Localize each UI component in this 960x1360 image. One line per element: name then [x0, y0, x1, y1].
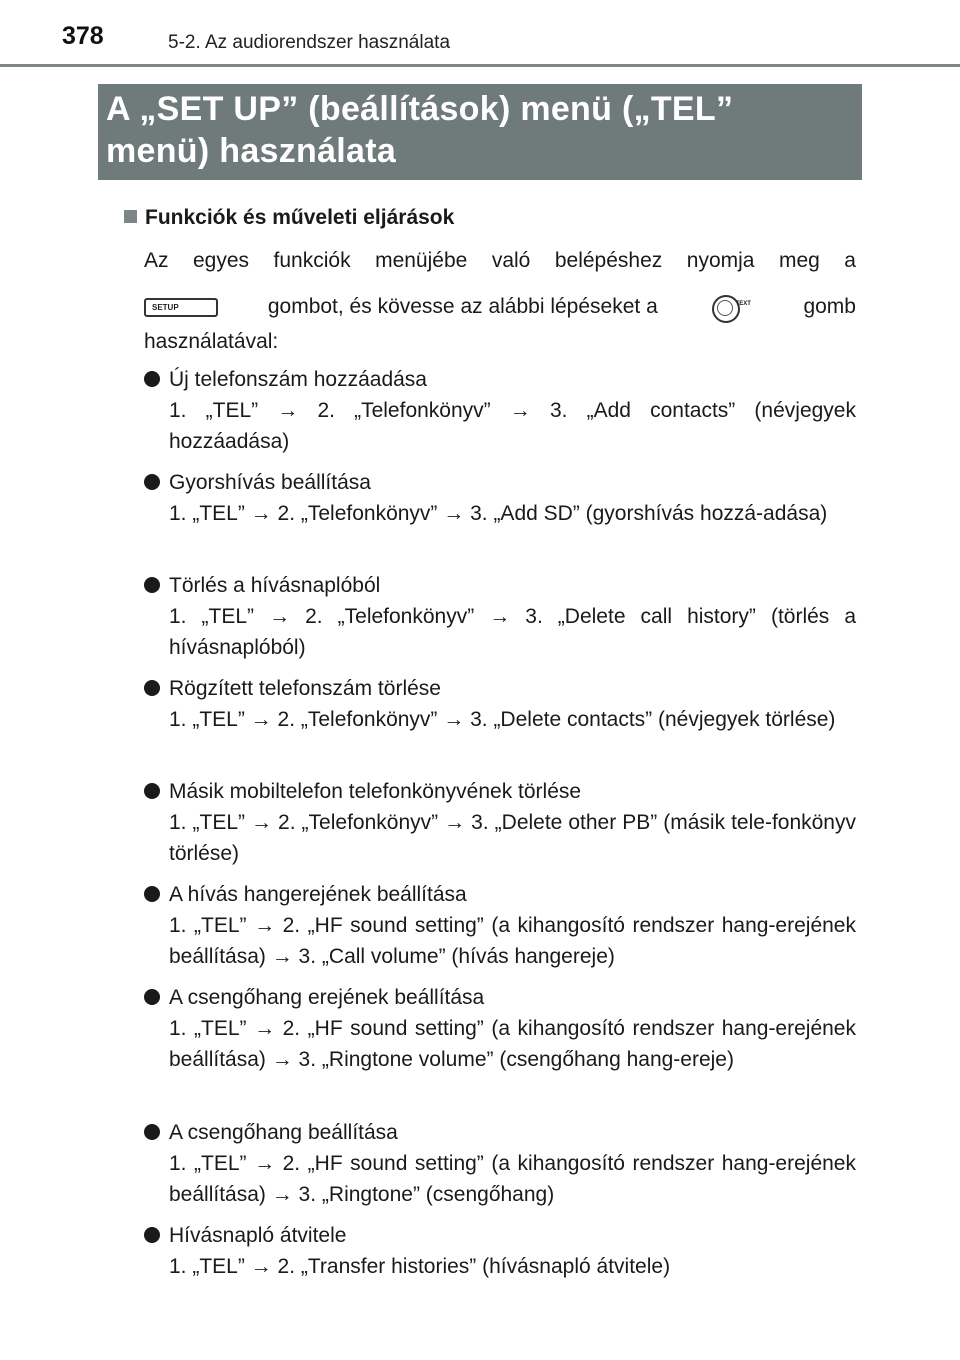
section-title-box	[98, 84, 862, 180]
intro-line-2-text: gombot, és kövesse az alábbi lépéseket a	[267, 295, 658, 318]
list-item	[144, 570, 856, 663]
list-item-title: Hívásnapló átvitele	[144, 1220, 856, 1251]
list-item-steps: 1. „TEL” → 2. „Telefonkönyv” → 3. „Add SD” (gyorshívás hozzá-adása)	[169, 502, 828, 525]
list-item-title: Gyorshívás beállítása	[144, 467, 856, 498]
list-item	[144, 879, 856, 972]
header-divider	[0, 64, 960, 67]
list-item-title: A hívás hangerejének beállítása	[144, 879, 856, 910]
list-item	[144, 982, 856, 1075]
intro-line-3: használatával:	[144, 330, 279, 353]
list-item	[144, 776, 856, 869]
list-item-title: Rögzített telefonszám törlése	[144, 673, 856, 704]
intro-line-2-end: gomb	[803, 295, 856, 318]
list-item-steps: 1. „TEL” → 2. „HF sound setting” (a kihangosító rendszer hang-erejének beállítása) → 3. „Call volume” (hívás hangereje)	[169, 914, 856, 968]
intro-line-2	[144, 289, 856, 325]
page-title-line-1: A „SET UP” (beállítások) menü („TEL”	[106, 90, 734, 128]
list-item	[144, 467, 856, 529]
list-item-steps: 1. „TEL” → 2. „Transfer histories” (hívásnapló átvitele)	[169, 1255, 671, 1278]
sub-heading-text: Funkciók és műveleti eljárások	[145, 206, 455, 229]
list-item-title: Törlés a hívásnaplóból	[144, 570, 856, 601]
list-item-steps: 1. „TEL” → 2. „HF sound setting” (a kihangosító rendszer hang-erejének beállítása) → 3. „Ringtone” (csengőhang)	[169, 1152, 856, 1206]
intro-line-1: Az egyes funkciók menüjébe való belépéshez nyomja meg a	[144, 249, 856, 272]
setup-button-icon: SETUP	[144, 298, 218, 317]
list-item-title: A csengőhang erejének beállítása	[144, 982, 856, 1013]
list-item-steps: 1. „TEL” → 2. „Telefonkönyv” → 3. „Add contacts” (névjegyek hozzáadása)	[169, 399, 856, 453]
list-item-steps: 1. „TEL” → 2. „Telefonkönyv” → 3. „Delete contacts” (névjegyek törlése)	[169, 708, 836, 731]
list-item-title: A csengőhang beállítása	[144, 1117, 856, 1148]
breadcrumb: 5-2. Az audiorendszer használata	[168, 32, 451, 53]
tune-knob-icon	[708, 289, 754, 325]
list-item-steps: 1. „TEL” → 2. „Telefonkönyv” → 3. „Delete call history” (törlés a hívásnaplóból)	[169, 605, 856, 659]
list-item-steps: 1. „TEL” → 2. „HF sound setting” (a kihangosító rendszer hang-erejének beállítása) → 3. „Ringtone volume” (csengőhang hang-ereje)	[169, 1017, 856, 1071]
list-item-title: Másik mobiltelefon telefonkönyvének törlése	[144, 776, 856, 807]
list-item	[144, 364, 856, 457]
list-item	[144, 1117, 856, 1210]
page-header	[0, 0, 960, 70]
knob-label: TEXT	[735, 301, 751, 307]
square-bullet-icon	[124, 210, 137, 223]
list-item-title: Új telefonszám hozzáadása	[144, 364, 856, 395]
sub-heading	[124, 206, 454, 230]
list-item-steps: 1. „TEL” → 2. „Telefonkönyv” → 3. „Delete other PB” (másik tele-fonkönyv törlése)	[169, 811, 856, 865]
list-item	[144, 673, 856, 735]
page-number: 378	[62, 22, 104, 50]
list-item	[144, 1220, 856, 1282]
page-title-line-2: menü) használata	[106, 132, 397, 170]
